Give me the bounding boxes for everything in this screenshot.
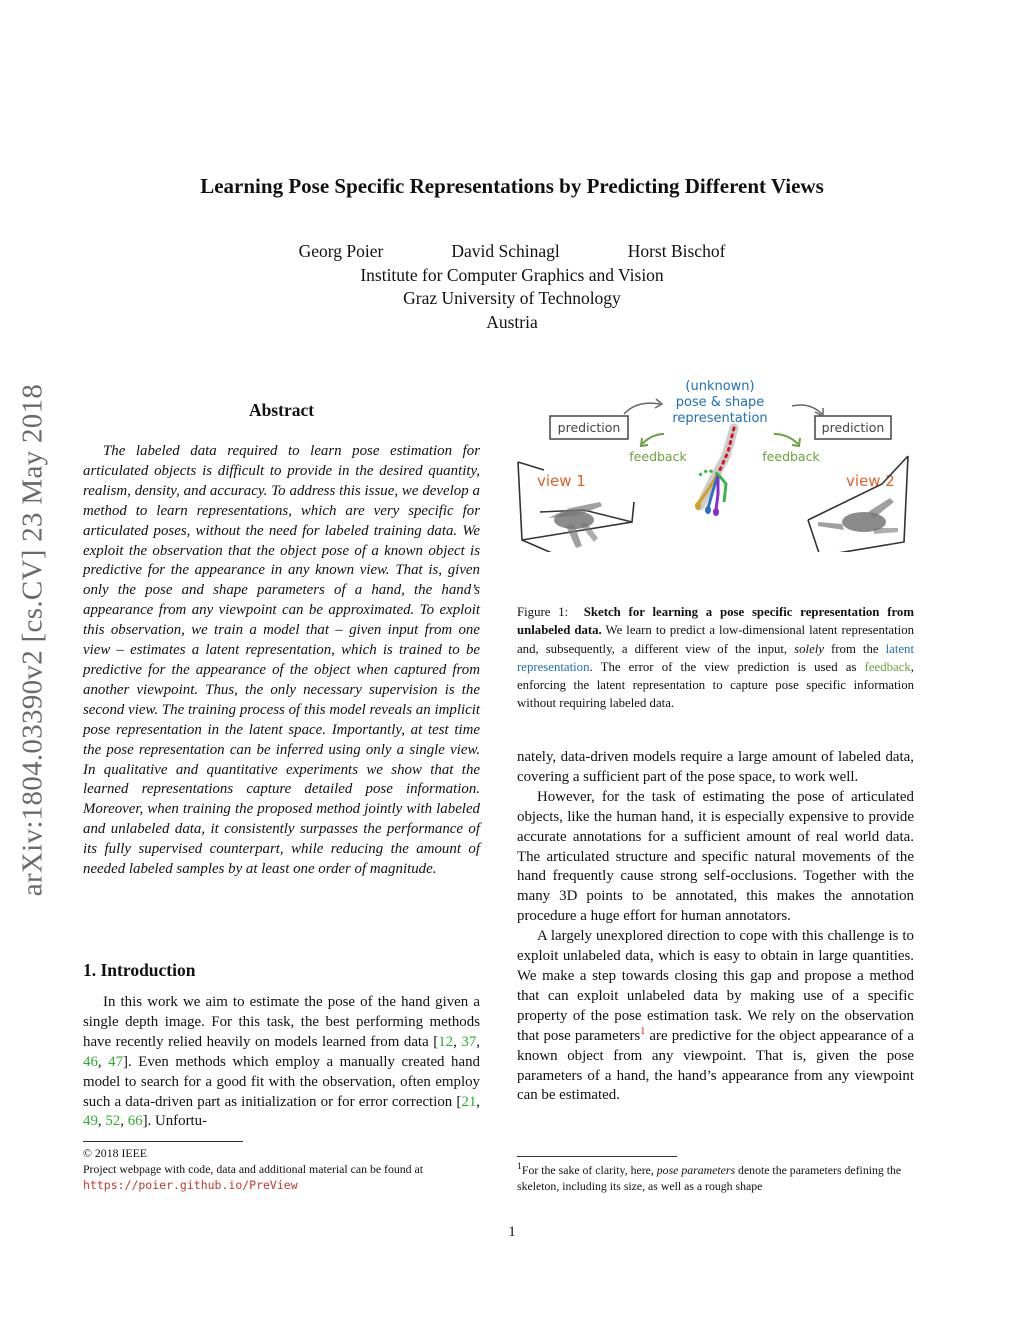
introduction-heading: 1. Introduction	[83, 960, 196, 980]
footnote-left	[83, 1145, 480, 1193]
author-name: David Schinagl	[451, 241, 560, 261]
citation-link[interactable]: 21	[461, 1093, 477, 1110]
citation-link[interactable]: 66	[127, 1113, 143, 1130]
label-unknown: (unknown)	[685, 379, 755, 394]
paragraph: A largely unexplored direction to cope with this challenge is to exploit unlabeled data, which is easy to obtain in large quantities. We make a step towards closing this gap and propose a method that can exploit unlabeled data by making use of a specific property of the pose estimation task. We rely on the observation that pose parameters$^1$ are predictive for the object appearance of a known object from any viewpoint. That is, given the pose parameters of a hand, the hand’s appearance from any viewpoint can be estimated.	[517, 928, 914, 1104]
abstract-heading: Abstract	[248, 400, 315, 420]
author-block	[0, 240, 1024, 334]
caption-bold: Sketch for learning a pose specific representation from unlabeled data.	[517, 605, 914, 638]
footnote-number: 1	[517, 1161, 522, 1172]
label-prediction-right: prediction	[821, 420, 885, 435]
feedback-arrow-left	[642, 434, 664, 444]
footnote-right: $^1$For the sake of clarity, here, pose parameters denote the parameters defining the skeleton, including its size, as well as a rough shape	[517, 1161, 902, 1193]
hand-skeleton	[695, 428, 734, 516]
paragraph: In this work we aim to estimate the pose of the hand given a single depth image. For this task, the best performing methods have recently relied heavily on models learned from data [12, 37, 46, 47]. Even methods which employ a manually created hand model to search for a good fit with the observation, often employ such a data-driven part as initialization or for error correction [21, 49, 52, 66]. Unfortu-	[83, 994, 480, 1130]
affiliation-line: Austria	[486, 311, 538, 332]
affiliation-line: Graz University of Technology	[403, 288, 621, 308]
view-2-frustum	[808, 456, 908, 552]
author-names	[0, 240, 1024, 264]
footnote-rule	[83, 1141, 243, 1142]
arxiv-sidebar	[8, 330, 58, 950]
feedback-term: feedback	[864, 659, 911, 674]
label-representation: representation	[672, 411, 768, 426]
caption-label: Figure 1:	[517, 605, 569, 619]
paragraph: nately, data-driven models require a large amount of labeled data, covering a sufficient part of the pose space, to work well.	[517, 749, 914, 785]
introduction-body	[83, 993, 480, 1132]
citation-link[interactable]: 52	[105, 1113, 121, 1130]
author-name: Georg Poier	[298, 241, 384, 261]
arxiv-id: arXiv:1804.03390v2 [cs.CV] 23 May 2018	[16, 383, 49, 897]
label-feedback-right: feedback	[762, 449, 820, 464]
citation-link[interactable]: 49	[83, 1113, 98, 1130]
citation-link[interactable]: 37	[461, 1033, 477, 1050]
label-pose-shape: pose & shape	[675, 395, 765, 410]
label-view-2: view 2	[846, 472, 895, 490]
hand-depth-image-right	[818, 498, 898, 534]
paper-title: Learning Pose Specific Representations by Predicting Different Views	[200, 174, 824, 198]
project-url-link[interactable]: https://poier.github.io/PreView	[83, 1178, 298, 1192]
copyright-notice: © 2018 IEEE	[83, 1146, 148, 1160]
hand-depth-image-left	[548, 502, 602, 548]
footnote-marker-link[interactable]: 1	[640, 1025, 646, 1037]
label-feedback-left: feedback	[629, 449, 687, 464]
citation-link[interactable]: 46	[83, 1053, 98, 1070]
webpage-note: Project webpage with code, data and additional material can be found at	[83, 1162, 424, 1176]
author-name: Horst Bischof	[627, 241, 726, 261]
abstract-text: The labeled data required to learn pose estimation for articulated objects is difficult to provide in the desired quantity, realism, density, and accuracy. To address this issue, we develop a method to learn representations, which are very specific for articulated poses, without the need for labeled training data. We exploit the observation that the object pose of a known object is predictive for the appearance in any known view. That is, given only the pose and shape parameters of a hand, the hand’s appearance from any viewpoint can be approximated. To exploit this observation, we train a model that – given input from one view – estimates a latent representation, which is trained to be predictive for the appearance of the object when captured from another viewpoint. Thus, the only necessary supervision is the second view. The training process of this model reveals an implicit pose representation in the latent space. Importantly, at test time the pose representation can be inferred using only a single view. In qualitative and quantitative experiments we show that the learned representations capture detailed pose information. Moreover, when training the proposed method jointly with labeled and unlabeled data, it consistently surpasses the performance of its fully supervised counterpart, while reducing the amount of needed labeled samples by at least one order of magnitude.	[83, 443, 480, 878]
arrow-to-prediction-left	[624, 403, 660, 414]
figure-1-caption: Figure 1: Sketch for learning a pose specific representation from unlabeled data. We learn to predict a low-dimensional latent representation and, subsequently, a different view of the input, solely from the latent representation. The error of the view prediction is used as feedback, enforcing the latent representation to capture pose specific information without requiring labeled data.	[517, 605, 915, 711]
affiliation-line: Institute for Computer Graphics and Vision	[360, 264, 664, 285]
label-prediction-left: prediction	[557, 420, 621, 435]
figure-1-sketch	[512, 372, 912, 552]
citation-link[interactable]: 12	[438, 1033, 454, 1050]
page-number: 1	[508, 1224, 516, 1240]
feedback-arrow-right	[774, 434, 798, 444]
latent-representation-term: latent representation	[517, 641, 915, 674]
citation-link[interactable]: 47	[108, 1053, 124, 1070]
paragraph: However, for the task of estimating the pose of articulated objects, like the human hand, it is especially expensive to provide accurate annotations for a sufficient amount of real world data. The articulated structure and specific natural movements of the hand frequently cause strong self-occlusions. Together with the many 3D points to be annotated, this makes the annotation procedure a huge effort for human annotators.	[517, 788, 914, 925]
footnote-rule	[517, 1156, 677, 1157]
right-column-body	[517, 748, 914, 1106]
label-view-1: view 1	[537, 472, 586, 490]
